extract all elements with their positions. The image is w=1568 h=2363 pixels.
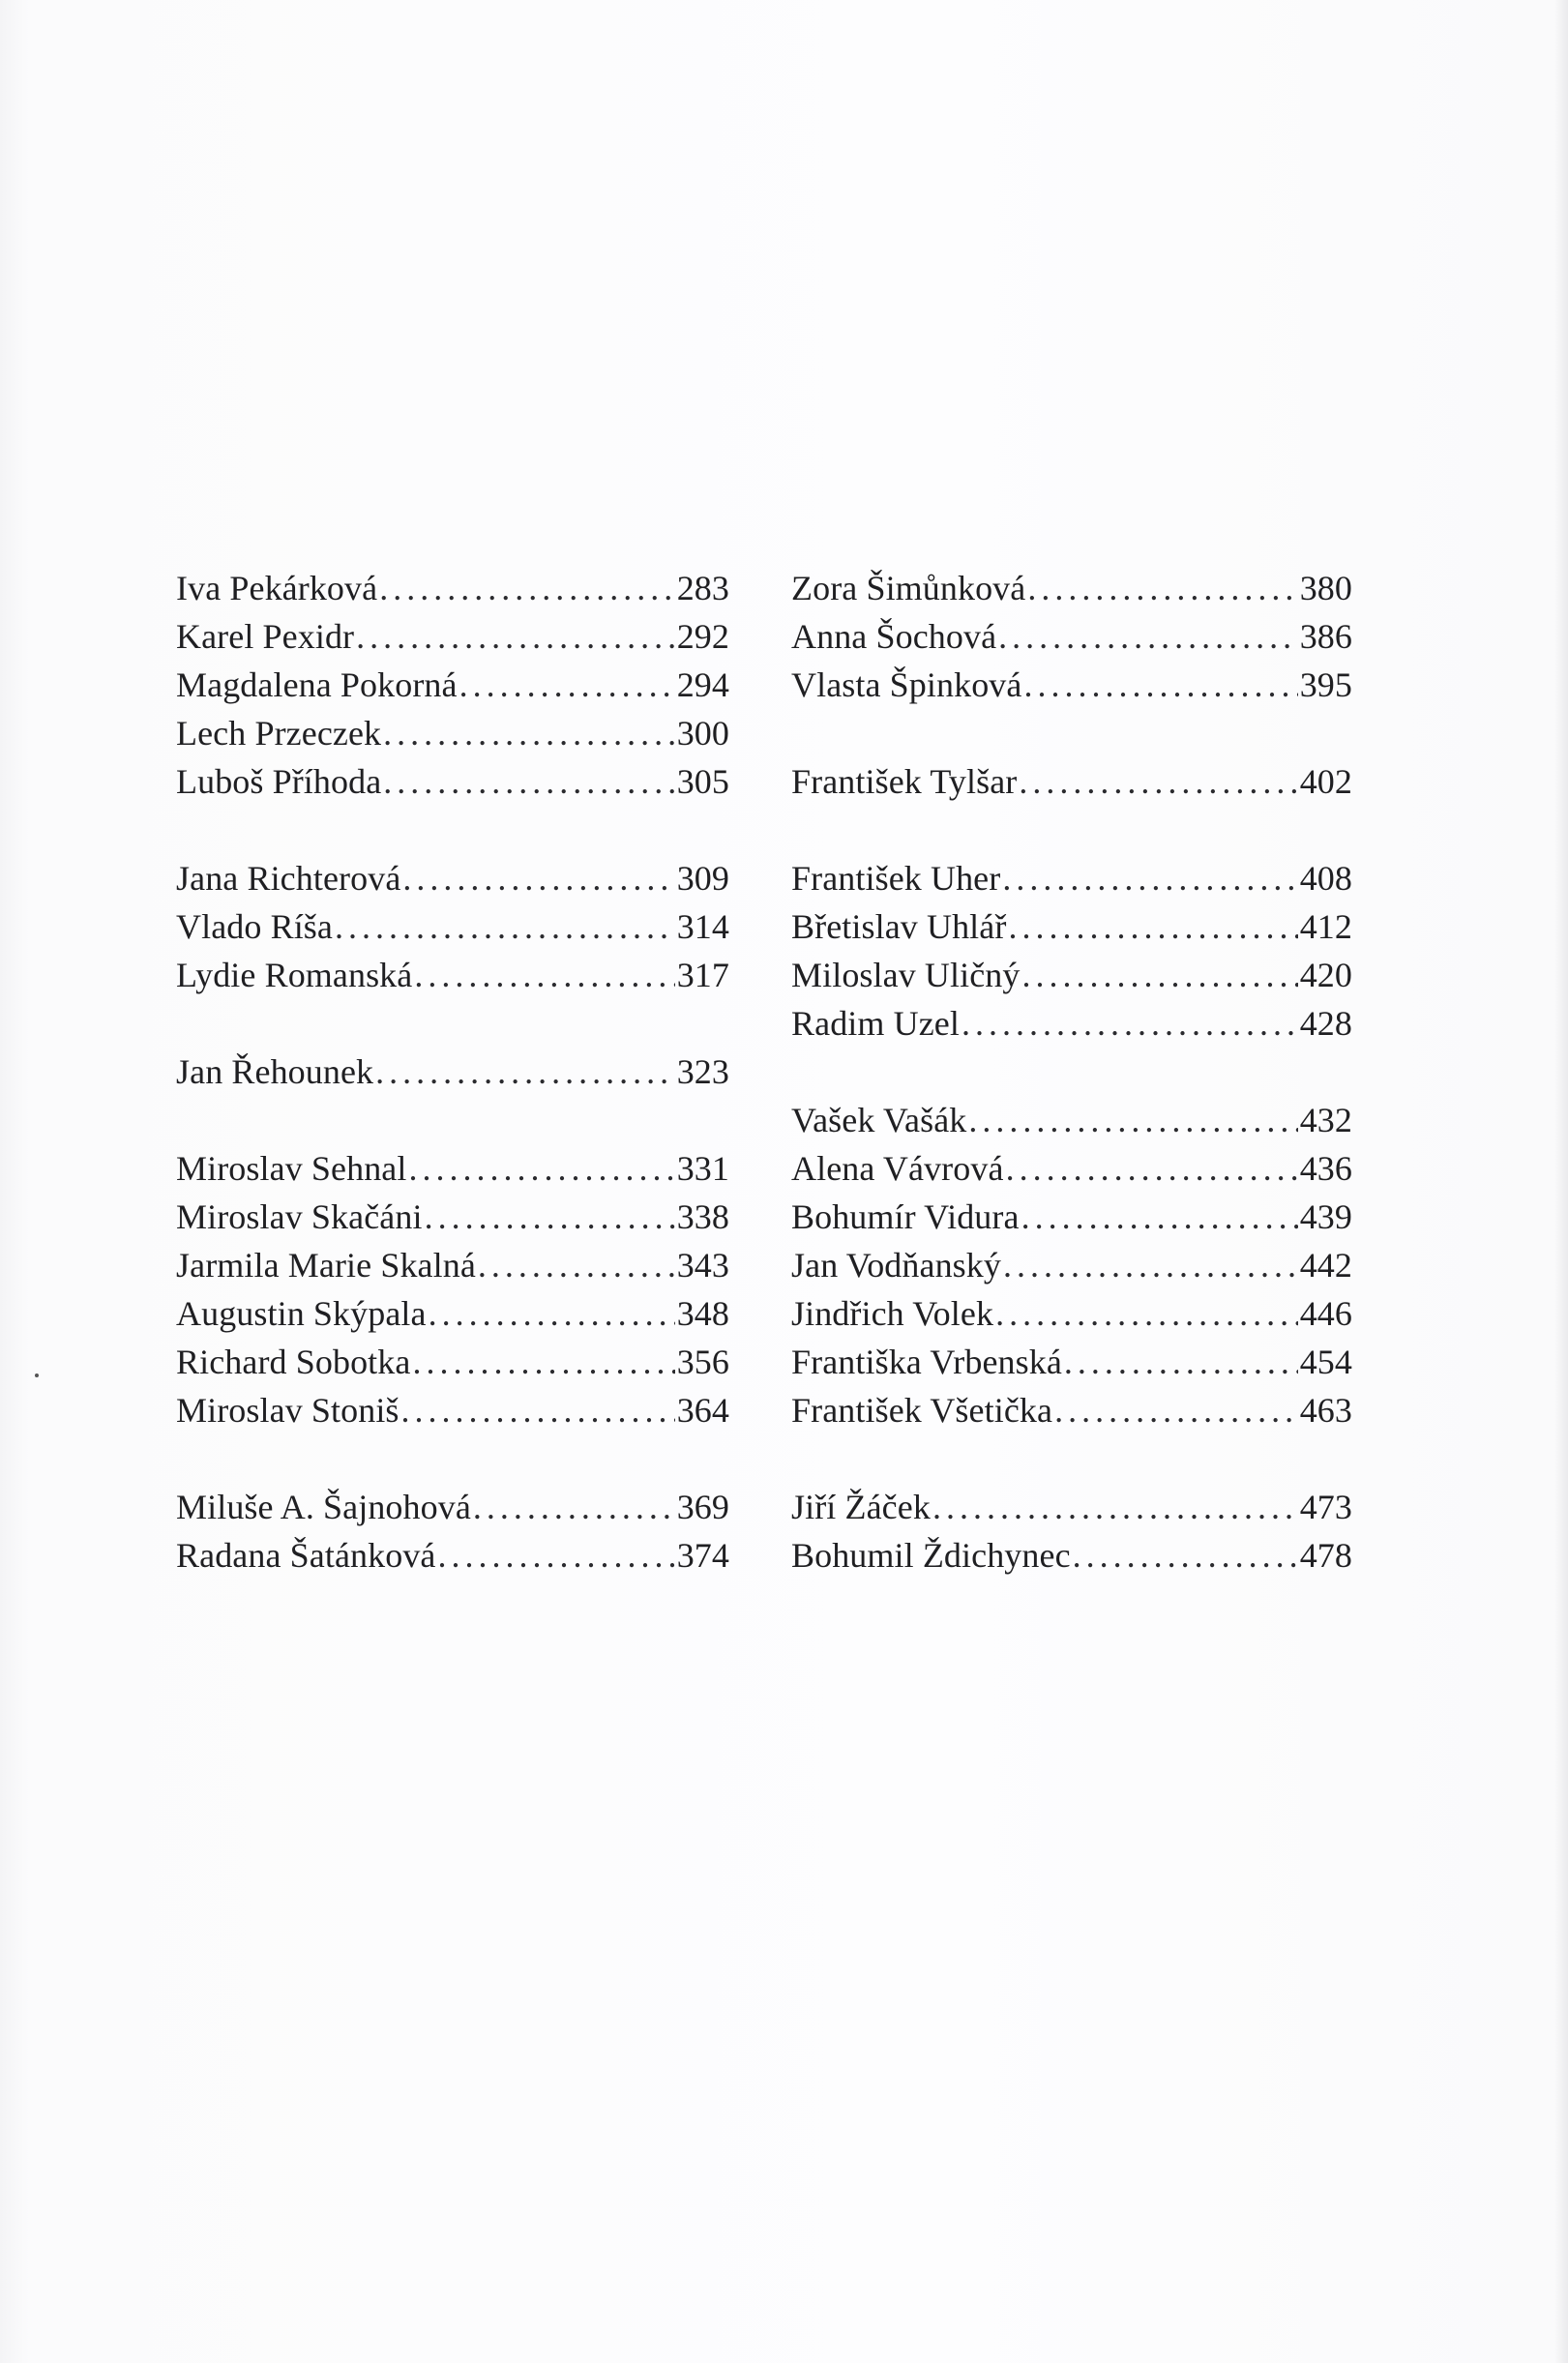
page-number: 442 (1299, 1246, 1352, 1285)
dot-leader (356, 612, 675, 661)
dot-leader (962, 999, 1298, 1048)
page-number: 439 (1299, 1197, 1352, 1236)
dot-leader (414, 951, 674, 999)
author-name: Vašek Vašák (791, 1101, 967, 1139)
page-number: 402 (1299, 762, 1352, 801)
dot-leader (1064, 1338, 1298, 1386)
page-number: 283 (676, 569, 729, 607)
dot-leader (932, 1483, 1298, 1531)
dot-leader (1027, 564, 1297, 612)
index-entry (791, 757, 1352, 806)
page-number: 343 (676, 1246, 729, 1285)
index-entry (176, 951, 729, 999)
dot-leader (995, 1289, 1298, 1338)
author-name: Lech Przeczek (176, 714, 382, 753)
author-name: Vlasta Špinková (791, 665, 1022, 704)
index-entry (791, 1289, 1352, 1338)
author-name: Miroslav Sehnal (176, 1149, 407, 1188)
index-entry (791, 854, 1352, 902)
dot-leader (383, 757, 674, 806)
dot-leader (408, 1144, 674, 1193)
index-entry (176, 902, 729, 951)
index-entry (791, 999, 1352, 1048)
dot-leader (402, 854, 674, 902)
author-name: Luboš Příhoda (176, 762, 382, 801)
page-number: 463 (1299, 1391, 1352, 1430)
index-entry (791, 1483, 1352, 1531)
index-entry (791, 612, 1352, 661)
dot-leader (1073, 1531, 1298, 1580)
dot-leader (1054, 1386, 1298, 1434)
page-number: 428 (1299, 1004, 1352, 1043)
index-entry (791, 661, 1352, 709)
author-name: Lydie Romanská (176, 956, 413, 994)
page-number: 369 (676, 1488, 729, 1526)
index-entry (176, 854, 729, 902)
index-entry (176, 612, 729, 661)
author-name: Anna Šochová (791, 617, 997, 656)
author-name: Břetislav Uhlář (791, 907, 1007, 946)
page-number: 356 (676, 1343, 729, 1381)
page-number: 454 (1299, 1343, 1352, 1381)
index-entry (176, 1193, 729, 1241)
index-entry (791, 564, 1352, 612)
dot-leader (478, 1241, 675, 1289)
index-entry (176, 564, 729, 612)
page-number: 317 (676, 956, 729, 994)
index-entry (176, 661, 729, 709)
index-entry (176, 1048, 729, 1096)
page-number: 331 (676, 1149, 729, 1188)
dot-leader (429, 1289, 675, 1338)
index-entry (176, 1338, 729, 1386)
author-name: Miroslav Stoniš (176, 1391, 399, 1430)
index-entry (791, 1144, 1352, 1193)
page-number: 408 (1299, 859, 1352, 898)
dot-leader (1002, 854, 1297, 902)
page-number: 292 (676, 617, 729, 656)
page-number: 420 (1299, 956, 1352, 994)
group-spacer (176, 999, 729, 1048)
index-column-left (176, 564, 729, 1580)
author-name: Jarmila Marie Skalná (176, 1246, 476, 1285)
index-entry (176, 1483, 729, 1531)
page-number: 314 (676, 907, 729, 946)
index-entry (176, 1531, 729, 1580)
dot-leader (1006, 1144, 1298, 1193)
author-name: Miluše A. Šajnohová (176, 1488, 471, 1526)
group-spacer (176, 1096, 729, 1144)
page-number: 395 (1299, 665, 1352, 704)
page-number: 432 (1299, 1101, 1352, 1139)
author-name: František Tylšar (791, 762, 1018, 801)
group-spacer (791, 1434, 1352, 1483)
dot-leader (1021, 951, 1297, 999)
dot-leader (379, 564, 674, 612)
dot-leader (1023, 661, 1297, 709)
author-name: Richard Sobotka (176, 1343, 411, 1381)
author-name: Jana Richterová (176, 859, 401, 898)
author-name: Karel Pexidr (176, 617, 355, 656)
author-name: František Všetička (791, 1391, 1053, 1430)
dot-leader (375, 1048, 675, 1096)
page-number: 478 (1299, 1536, 1352, 1575)
author-name: Zora Šimůnková (791, 569, 1026, 607)
author-name: Miloslav Uličný (791, 956, 1021, 994)
author-name: Jindřich Volek (791, 1294, 994, 1333)
dot-leader (335, 902, 675, 951)
index-entry (791, 951, 1352, 999)
index-entry (791, 1531, 1352, 1580)
author-name: Bohumil Ždichynec (791, 1536, 1071, 1575)
page-number: 323 (676, 1052, 729, 1091)
index-entry (176, 709, 729, 757)
dot-leader (1021, 1193, 1298, 1241)
page-number: 305 (676, 762, 729, 801)
index-entry (176, 1386, 729, 1434)
page-number: 309 (676, 859, 729, 898)
author-name: Jan Vodňanský (791, 1246, 1001, 1285)
index-entry (791, 1241, 1352, 1289)
dot-leader (383, 709, 675, 757)
author-name: Miroslav Skačáni (176, 1197, 423, 1236)
dot-leader (473, 1483, 675, 1531)
page-number: 374 (676, 1536, 729, 1575)
author-name: Iva Pekárková (176, 569, 378, 607)
index-entry (791, 1386, 1352, 1434)
author-name: Augustin Skýpala (176, 1294, 427, 1333)
index-entry (176, 1289, 729, 1338)
page-number: 446 (1299, 1294, 1352, 1333)
dot-leader (425, 1193, 675, 1241)
index-column-right (791, 564, 1352, 1580)
dot-leader (998, 612, 1298, 661)
page-number: 436 (1299, 1149, 1352, 1188)
author-name: Vlado Ríša (176, 907, 333, 946)
group-spacer (791, 1048, 1352, 1096)
author-name: Jiří Žáček (791, 1488, 931, 1526)
author-name: Magdalena Pokorná (176, 665, 458, 704)
page-edge-shadow (1554, 0, 1568, 2363)
dot-leader (968, 1096, 1297, 1144)
author-name: František Uher (791, 859, 1001, 898)
page-number: 473 (1299, 1488, 1352, 1526)
index-entry (176, 1241, 729, 1289)
group-spacer (176, 806, 729, 854)
page-number: 412 (1299, 907, 1352, 946)
page-number: 294 (676, 665, 729, 704)
dot-leader (412, 1338, 674, 1386)
dot-leader (1008, 902, 1297, 951)
author-name: Františka Vrbenská (791, 1343, 1062, 1381)
author-name: Alena Vávrová (791, 1149, 1004, 1188)
dot-leader (1003, 1241, 1298, 1289)
stray-mark (35, 1373, 39, 1377)
index-entry (176, 1144, 729, 1193)
author-name: Bohumír Vidura (791, 1197, 1020, 1236)
group-spacer (176, 1434, 729, 1483)
author-name: Radana Šatánková (176, 1536, 436, 1575)
index-entry (791, 1096, 1352, 1144)
page-number: 338 (676, 1197, 729, 1236)
index-entry (176, 757, 729, 806)
index-entry (791, 1193, 1352, 1241)
page-number: 300 (676, 714, 729, 753)
page-number: 380 (1299, 569, 1352, 607)
group-spacer (791, 709, 1352, 757)
page-number: 364 (676, 1391, 729, 1430)
dot-leader (438, 1531, 675, 1580)
group-spacer (791, 806, 1352, 854)
index-entry (791, 1338, 1352, 1386)
page-number: 386 (1299, 617, 1352, 656)
author-name: Radim Uzel (791, 1004, 960, 1043)
author-name: Jan Řehounek (176, 1052, 374, 1091)
page-number: 348 (676, 1294, 729, 1333)
index-entry (791, 902, 1352, 951)
dot-leader (1019, 757, 1297, 806)
dot-leader (401, 1386, 675, 1434)
dot-leader (459, 661, 675, 709)
